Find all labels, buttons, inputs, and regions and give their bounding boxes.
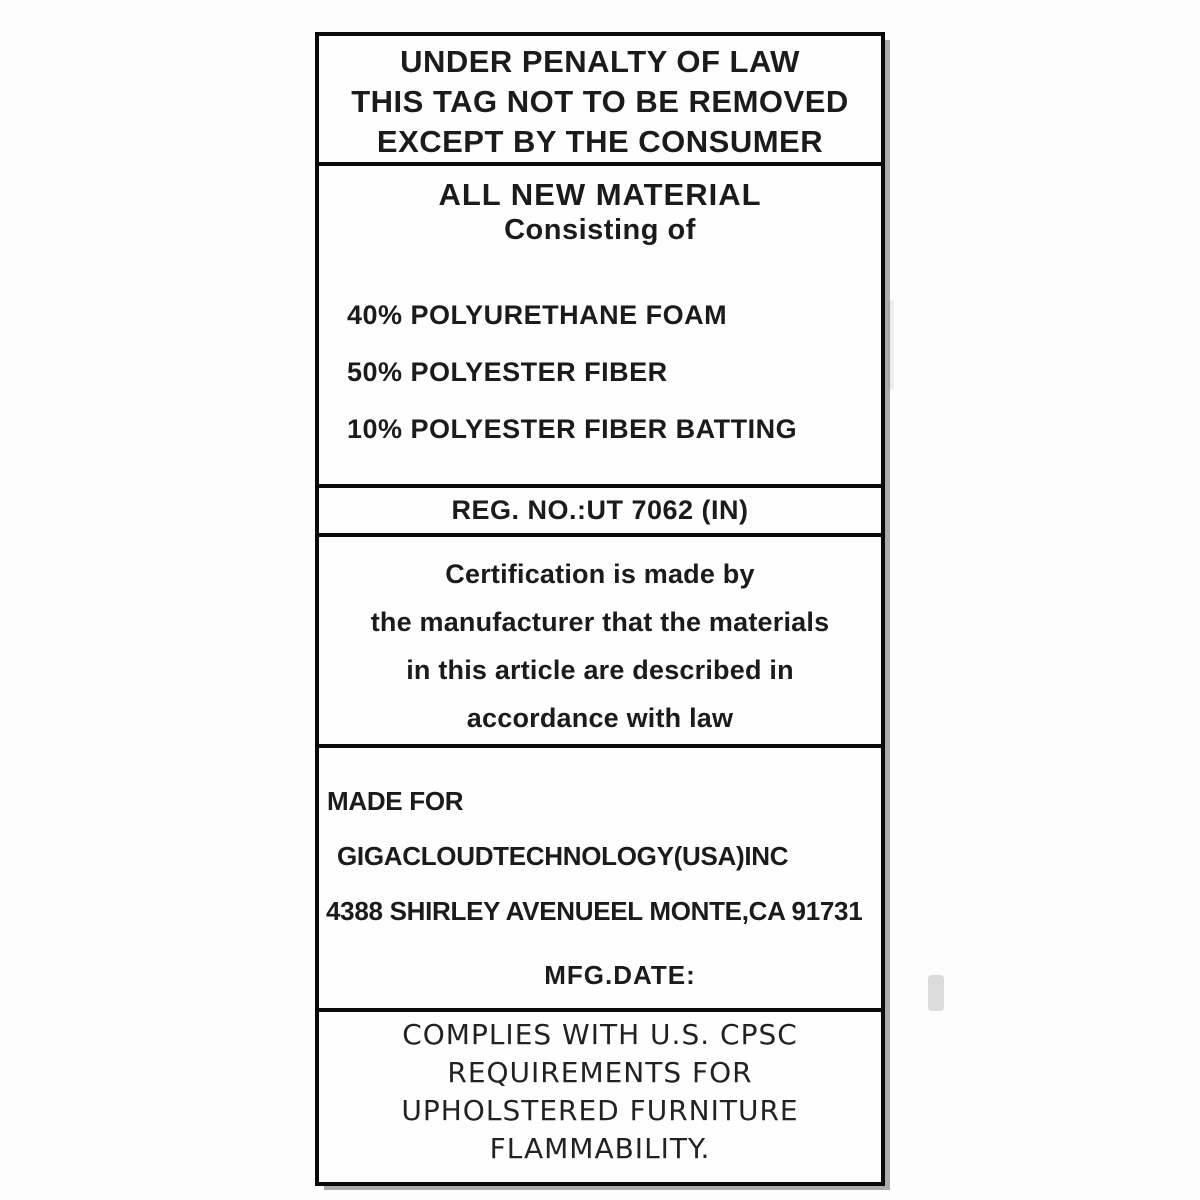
made-for-label: MADE FOR (327, 786, 464, 816)
material-item: 10% POLYESTER FIBER BATTING (347, 414, 798, 444)
registration-number: REG. NO.:UT 7062 (IN) (451, 495, 749, 525)
compliance-section (319, 1012, 881, 1182)
manufacturer-address: 4388 SHIRLEY AVENUEEL MONTE,CA 91731 (326, 896, 863, 926)
certification-line: in this article are described in (406, 655, 794, 685)
material-item: 40% POLYURETHANE FOAM (347, 300, 728, 330)
registration-number-section (319, 488, 881, 537)
certification-section (319, 537, 881, 748)
compliance-line: FLAMMABILITY. (489, 1132, 711, 1165)
penalty-warning-section (319, 36, 881, 166)
penalty-warning-line: EXCEPT BY THE CONSUMER (376, 124, 824, 159)
penalty-warning-line: THIS TAG NOT TO BE REMOVED (351, 84, 849, 119)
certification-line: the manufacturer that the materials (370, 607, 830, 637)
certification-line: Certification is made by (445, 559, 755, 589)
certification-line: accordance with law (466, 703, 734, 733)
scan-artifact (888, 300, 894, 390)
compliance-line: UPHOLSTERED FURNITURE (401, 1094, 799, 1127)
scan-artifact (928, 975, 944, 1011)
compliance-line: COMPLIES WITH U.S. CPSC (402, 1018, 798, 1051)
law-tag-label (315, 32, 885, 1186)
manufacturer-name: GIGACLOUDTECHNOLOGY(USA)INC (337, 841, 789, 871)
penalty-warning-line: UNDER PENALTY OF LAW (400, 44, 800, 79)
mfg-date-label: MFG.DATE: (544, 960, 696, 990)
materials-section (319, 166, 881, 488)
made-for-section (319, 748, 881, 1012)
compliance-line: REQUIREMENTS FOR (447, 1056, 753, 1089)
material-item: 50% POLYESTER FIBER (347, 357, 668, 387)
materials-heading: ALL NEW MATERIAL (438, 177, 762, 212)
materials-subheading: Consisting of (504, 214, 696, 246)
materials-list (319, 287, 881, 458)
